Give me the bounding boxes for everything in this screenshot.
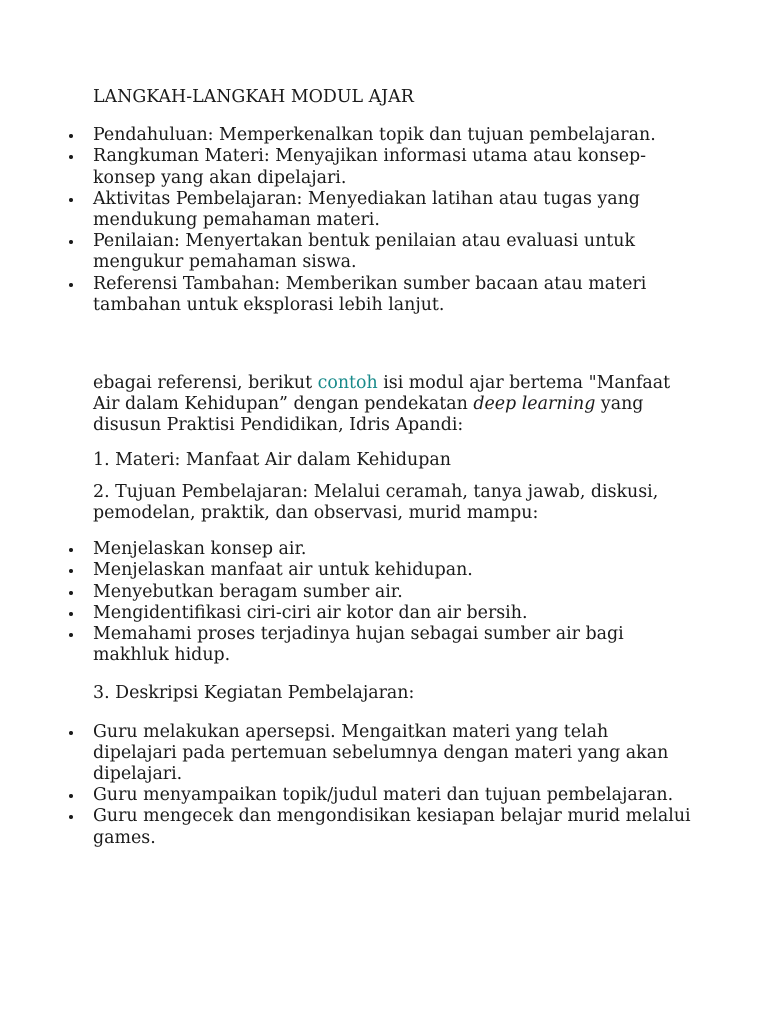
document-content <box>93 87 693 849</box>
section-materi: 1. Materi: Manfaat Air dalam Kehidupan <box>93 449 451 470</box>
bullet-icon <box>69 569 73 573</box>
bullet-icon <box>69 240 73 244</box>
objectives-list <box>93 539 693 666</box>
step-text: Referensi Tambahan: Memberikan sumber bacaan atau materi tambahan untuk eksplorasi lebih lanjut. <box>93 273 647 315</box>
objective-text: Menyebutkan beragam sumber air. <box>93 581 403 602</box>
intro-paragraph <box>93 373 693 437</box>
bullet-icon <box>69 134 73 138</box>
list-item <box>93 582 693 603</box>
list-item <box>93 231 693 273</box>
objective-text: Menjelaskan konsep air. <box>93 539 307 560</box>
bullet-icon <box>69 591 73 595</box>
bullet-icon <box>69 155 73 159</box>
activity-text: Guru melakukan apersepsi. Mengaitkan materi yang telah dipelajari pada pertemuan sebelumnya dengan materi yang akan dipelajari. <box>93 721 669 785</box>
bullet-icon <box>69 283 73 287</box>
list-item <box>93 624 693 666</box>
list-item <box>93 603 693 624</box>
step-text: Pendahuluan: Memperkenalkan topik dan tujuan pembelajaran. <box>93 125 656 146</box>
bullet-icon <box>69 633 73 637</box>
activity-text: Guru menyampaikan topik/judul materi dan tujuan pembelajaran. <box>93 785 674 806</box>
activity-text: Guru mengecek dan mengondisikan kesiapan belajar murid melalui games. <box>93 806 691 848</box>
intro-text-2: isi modul ajar bertema "Manfaat Air dalam Kehidupan” dengan pendekatan <box>93 373 671 415</box>
section-deskripsi: 3. Deskripsi Kegiatan Pembelajaran: <box>93 683 415 704</box>
objective-text: Menjelaskan manfaat air untuk kehidupan. <box>93 560 473 581</box>
activities-list <box>93 722 693 849</box>
intro-text-3: yang disusun Praktisi Pendidikan, Idris Apandi: <box>93 394 644 436</box>
list-item <box>93 125 693 146</box>
bullet-icon <box>69 731 73 735</box>
list-item <box>93 146 693 188</box>
bullet-icon <box>69 198 73 202</box>
document-heading: LANGKAH-LANGKAH MODUL AJAR <box>93 87 414 107</box>
bullet-icon <box>69 612 73 616</box>
section-tujuan: 2. Tujuan Pembelajaran: Melalui ceramah, tanya jawab, diskusi, pemodelan, praktik, dan observasi, murid mampu: <box>93 481 659 524</box>
contoh-link[interactable]: contoh <box>317 373 378 394</box>
deep-learning-emphasis: deep learning <box>473 394 596 415</box>
objective-text: Memahami proses terjadinya hujan sebagai sumber air bagi makhluk hidup. <box>93 624 624 666</box>
list-item <box>93 274 693 316</box>
step-text: Penilaian: Menyertakan bentuk penilaian atau evaluasi untuk mengukur pemahaman siswa. <box>93 231 636 273</box>
list-item <box>93 722 693 786</box>
step-text: Aktivitas Pembelajaran: Menyediakan latihan atau tugas yang mendukung pemahaman materi. <box>93 188 640 231</box>
intro-text-1: ebagai referensi, berikut <box>93 373 318 394</box>
list-item <box>93 539 693 560</box>
bullet-icon <box>69 794 73 798</box>
bullet-icon <box>69 815 73 819</box>
list-item <box>93 806 693 848</box>
objective-text: Mengidentifikasi ciri-ciri air kotor dan air bersih. <box>93 602 528 623</box>
list-item <box>93 189 693 231</box>
list-item <box>93 560 693 581</box>
step-text: Rangkuman Materi: Menyajikan informasi utama atau konsep-konsep yang akan dipelajari. <box>93 146 647 188</box>
bullet-icon <box>69 548 73 552</box>
list-item <box>93 785 693 806</box>
steps-list <box>93 125 693 316</box>
